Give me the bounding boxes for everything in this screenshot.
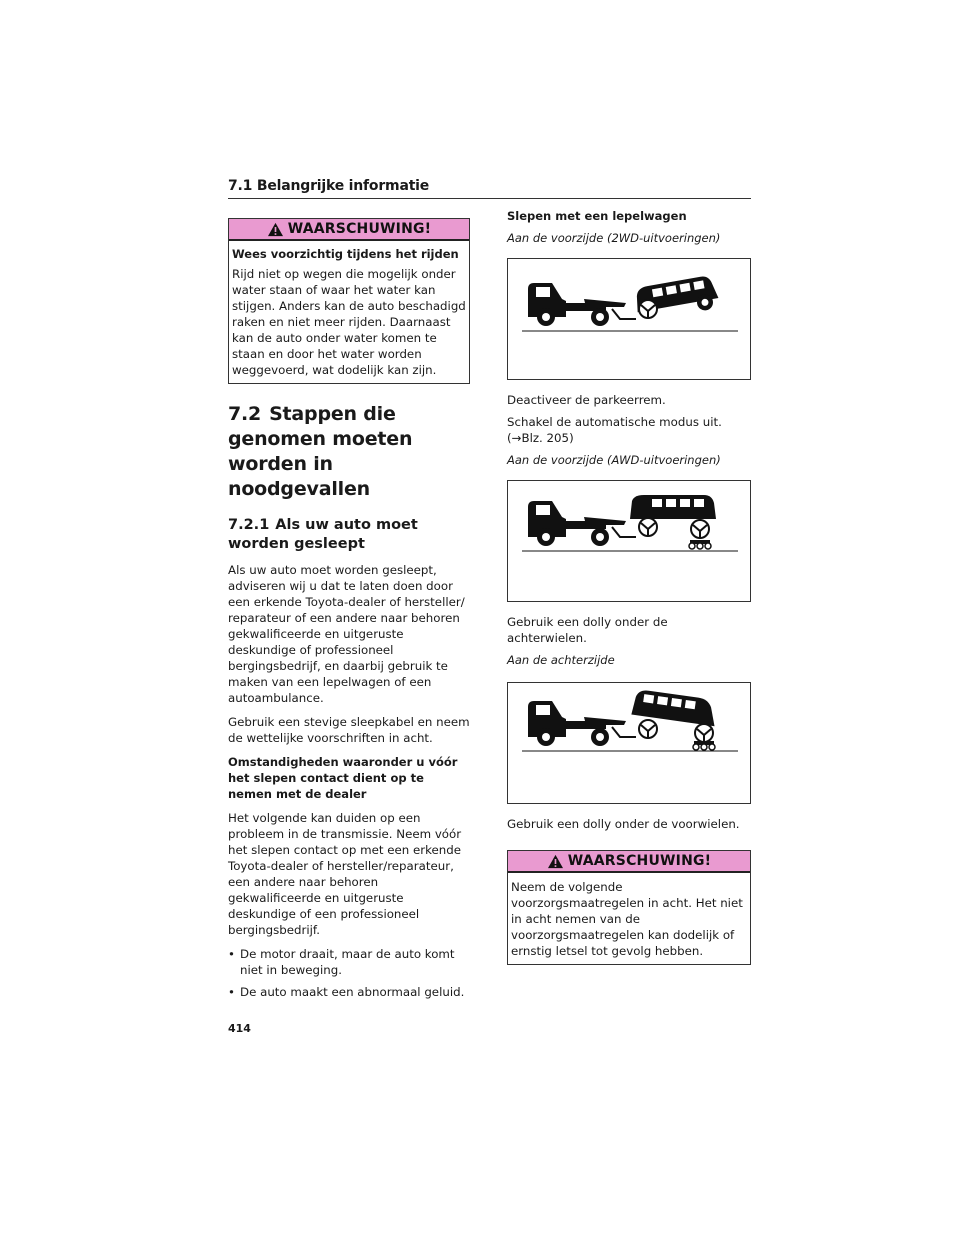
warning-text: Rijd niet op wegen die mogelijk onder water staan of waar het water kan stijgen. Anders kan de auto beschadigd raken en niet meer rijden. Daarnaast kan de auto onder water komen te staan en door het water worden weggevoerd, wat dodelijk kan zijn. [232, 267, 466, 377]
warning-text: Neem de volgende voorzorgsmaatregelen in acht. Het niet in acht nemen van de voorzorgsmaatregelen kan dodelijk of ernstig letsel tot gevolg hebben. [511, 880, 743, 958]
paragraph-towing-advice: Als uw auto moet worden gesleept, adviseren wij u dat te laten doen door een erkende Toyota-dealer of hersteller/ reparateur of een andere naar behoren gekwalificeerde en uitgeruste deskundige of professioneel bergingsbedrijf, en daarbij gebruik te maken van een lepelwagen of een autoambulance. [228, 563, 465, 705]
heading-7-2-1 [228, 516, 470, 554]
left-column [228, 218, 470, 1000]
subheading-wheel-lift: Slepen met een lepelwagen [507, 209, 687, 223]
warning-body [508, 873, 750, 964]
warning-subtitle: Wees voorzichtig tijdens het rijden [232, 247, 459, 261]
paragraph-tow-cable: Gebruik een stevige sleepkabel en neem de wettelijke voorschriften in acht. [228, 715, 470, 745]
page-number: 414 [228, 1022, 251, 1035]
list-item-text: De motor draait, maar de auto komt niet in beweging. [240, 947, 455, 977]
heading-number: 7.2 [228, 403, 262, 425]
warning-title: WAARSCHUWING! [567, 853, 712, 869]
section-title: 7.1 Belangrijke informatie [228, 178, 751, 199]
heading-text: Stappen die genomen moeten worden in noodgevallen [228, 403, 413, 500]
warning-body [229, 241, 469, 383]
warning-header [229, 219, 469, 241]
label-front-awd: Aan de voorzijde (AWD-uitvoeringen) [507, 453, 721, 467]
heading-text: Als uw auto moet worden gesleept [228, 517, 418, 552]
text-dolly-rear: Gebruik een dolly onder de achterwielen. [507, 615, 668, 645]
text-parking-brake: Deactiveer de parkeerrem. [507, 393, 666, 407]
warning-box-precautions [507, 850, 751, 965]
tow-truck-front-2wd-illustration [508, 259, 752, 381]
warning-triangle-icon [547, 854, 564, 869]
warning-box-driving [228, 218, 470, 384]
heading-7-2 [228, 402, 470, 502]
text-auto-mode: Schakel de automatische modus uit. (→Blz. 205) [507, 415, 722, 445]
list-item: • De auto maakt een abnormaal geluid. [228, 985, 465, 999]
paragraph-transmission: Het volgende kan duiden op een probleem in de transmissie. Neem vóór het slepen contact op met een erkende Toyota-dealer of hersteller/reparateur, een andere naar behoren gekwalificeerde en uitgeruste deskundige of een professioneel bergingsbedrijf. [228, 811, 462, 937]
figure-rear [507, 682, 751, 804]
heading-number: 7.2.1 [228, 517, 270, 533]
text-dolly-front: Gebruik een dolly onder de voorwielen. [507, 817, 740, 831]
warning-title: WAARSCHUWING! [287, 221, 432, 237]
label-front-2wd: Aan de voorzijde (2WD-uitvoeringen) [507, 231, 721, 245]
list-item-text: De auto maakt een abnormaal geluid. [240, 985, 465, 999]
label-rear: Aan de achterzijde [507, 653, 615, 667]
list-item: • De motor draait, maar de auto komt niet in beweging. [228, 946, 470, 978]
right-column [507, 208, 751, 965]
tow-truck-rear-illustration [508, 683, 752, 805]
subheading-dealer-contact: Omstandigheden waaronder u vóór het slepen contact dient op te nemen met de dealer [228, 755, 458, 801]
warning-header [508, 851, 750, 873]
figure-front-2wd [507, 258, 751, 380]
figure-front-awd [507, 480, 751, 602]
running-header [228, 178, 751, 199]
tow-truck-front-awd-illustration [508, 481, 752, 603]
warning-triangle-icon [267, 222, 284, 237]
